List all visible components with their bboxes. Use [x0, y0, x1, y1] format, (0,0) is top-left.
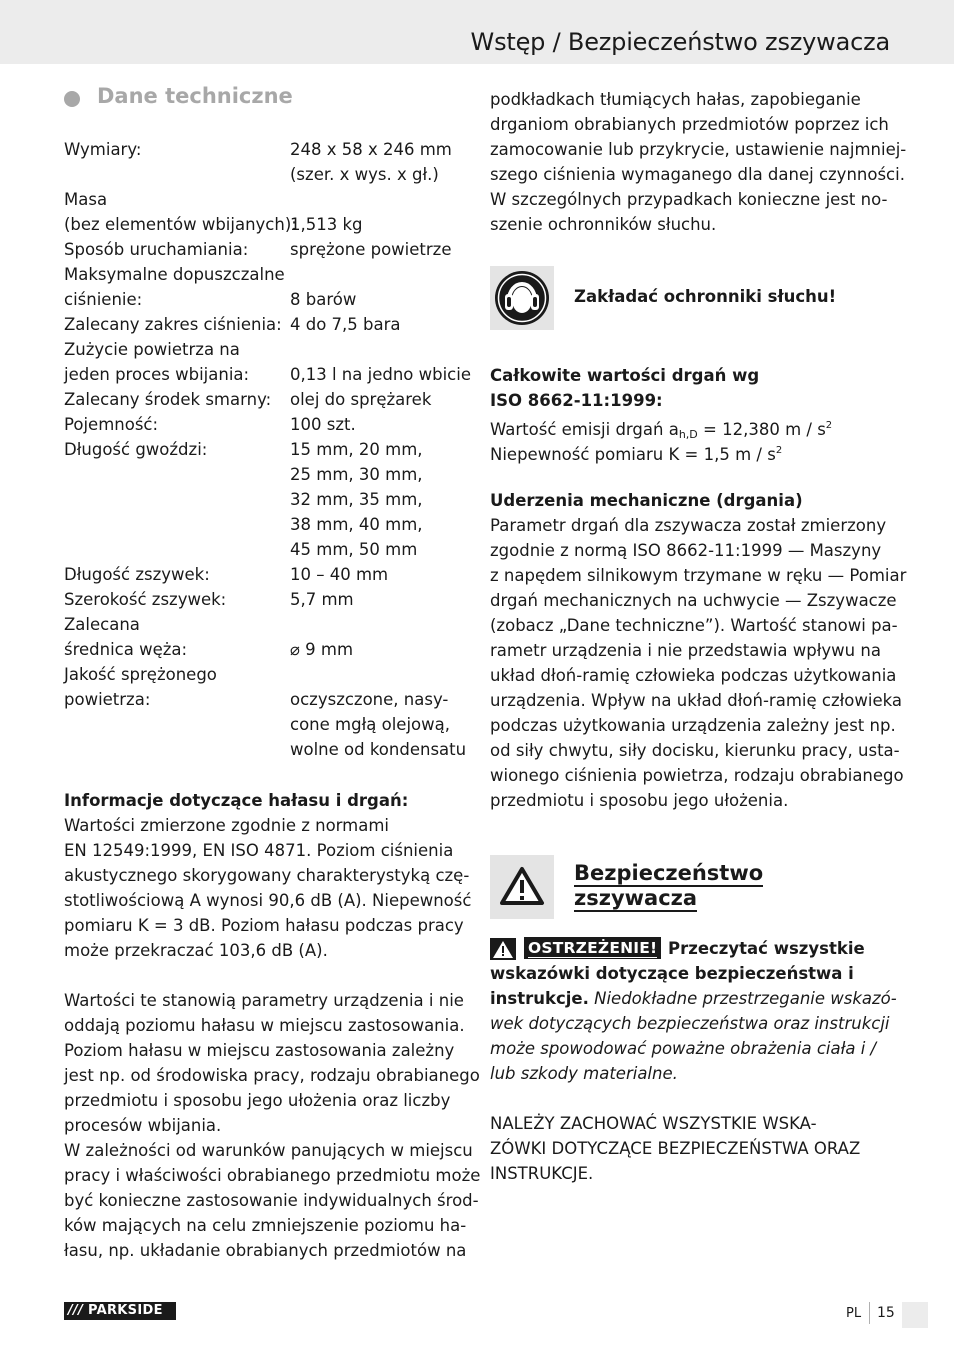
uncertainty-value: Niepewność pomiaru K = 1,5 m / $s^2$: [490, 445, 783, 464]
warning-bold-1: Przeczytać wszystkie: [668, 939, 865, 958]
continued-text-line: podkładkach tłumiących hałas, zapobieganie: [490, 90, 861, 109]
impact-text-line: zgodnie z normą ISO 8662-11:1999 — Maszyny: [490, 541, 882, 560]
noise-text-line: EN 12549:1999, EN ISO 4871. Poziom ciśnienia: [64, 841, 454, 860]
spec-value: cone mgłą olejową,: [290, 715, 450, 734]
spec-label: (bez elementów wbijanych):: [64, 215, 297, 234]
spec-label: powietrza:: [64, 690, 151, 709]
continued-text-line: szenie ochronników słuchu.: [490, 215, 717, 234]
impact-text-line: przedmiotu i sposobu jego ułożenia.: [490, 791, 789, 810]
spec-label: Jakość sprężonego: [64, 665, 217, 684]
warning-italic-line: może spowodować poważne obrażenia ciała i /: [490, 1039, 877, 1058]
ear-protection-icon-box: [490, 266, 554, 330]
vibration-heading-standard: ISO 8662-11:1999:: [490, 391, 663, 410]
section-title: Dane techniczne: [97, 84, 293, 108]
spec-label: Zużycie powietrza na: [64, 340, 240, 359]
impact-text-line: drgań mechanicznych na uchwycie — Zszywacze: [490, 591, 897, 610]
safety-title-line-1: Bezpieczeństwo: [574, 861, 764, 885]
values-text-line: Poziom hałasu w miejscu zastosowania zależny: [64, 1041, 455, 1060]
page-number: 15: [877, 1305, 895, 1321]
spec-value: 45 mm, 50 mm: [290, 540, 418, 559]
page-title: Wstęp / Bezpieczeństwo zszywacza: [470, 28, 890, 56]
values-text-line: ków mających na celu zmniejszenie poziomu ha-: [64, 1216, 467, 1235]
values-text-line: Wartości te stanowią parametry urządzenia i nie: [64, 991, 464, 1010]
vibration-heading: Całkowite wartości drgań wg: [490, 366, 760, 385]
spec-value: wolne od kondensatu: [290, 740, 467, 759]
spec-value: 100 szt.: [290, 415, 356, 434]
impact-text-line: rametr urządzenia i nie przedstawia wpływu na: [490, 641, 881, 660]
spec-label: Sposób uruchamiania:: [64, 240, 249, 259]
impact-text-line: od siły chwytu, siły docisku, kierunku pracy, usta-: [490, 741, 900, 760]
spec-label: ciśnienie:: [64, 290, 143, 309]
values-text-line: W zależności od warunków panujących w miejscu: [64, 1141, 473, 1160]
noise-text-line: może przekraczać 103,6 dB (A).: [64, 941, 328, 960]
spec-value: (szer. x wys. x gł.): [290, 165, 439, 184]
spec-label: jeden proces wbijania:: [64, 365, 250, 384]
ear-protection-icon: [494, 270, 550, 326]
spec-label: Szerokość zszywek:: [64, 590, 227, 609]
header-bar: [0, 0, 954, 64]
noise-text-line: stotliwościową A wynosi 90,6 dB (A). Niepewność: [64, 891, 472, 910]
spec-label: średnica węża:: [64, 640, 188, 659]
spec-value: 32 mm, 35 mm,: [290, 490, 423, 509]
impact-text-line: Parametr drgań dla zszywacza został zmierzony: [490, 516, 887, 535]
continued-text-line: szego ciśnienia wymaganego dla danej czynności.: [490, 165, 905, 184]
spec-value: oczyszczone, nasy-: [290, 690, 449, 709]
spec-label: Zalecany środek smarny:: [64, 390, 272, 409]
warning-small-icon: [490, 938, 516, 960]
warning-icon-box: [490, 855, 554, 919]
values-text-line: jest np. od środowiska pracy, rodzaju obrabianego: [64, 1066, 480, 1085]
values-text-line: oddają poziomu hałasu w miejscu zastosowania.: [64, 1016, 465, 1035]
page-tab: [902, 1302, 928, 1328]
keep-instructions-line: NALEŻY ZACHOWAĆ WSZYSTKIE WSKA-: [490, 1114, 817, 1133]
continued-text-line: drganiom obrabianych przedmiotów poprzez ich: [490, 115, 889, 134]
noise-text-line: akustycznego skorygowany charakterystyką czę-: [64, 866, 470, 885]
continued-text-line: zamocowanie lub przykrycie, ustawienie najmniej-: [490, 140, 907, 159]
footer-divider: [869, 1302, 870, 1324]
bullet-dot-icon: [64, 91, 80, 107]
spec-label: Masa: [64, 190, 108, 209]
spec-label: Maksymalne dopuszczalne: [64, 265, 285, 284]
spec-value: 38 mm, 40 mm,: [290, 515, 423, 534]
impact-text-line: układ dłoń-ramię człowieka podczas użytkowania: [490, 666, 897, 685]
spec-value: 248 x 58 x 246 mm: [290, 140, 452, 159]
spec-value: 8 barów: [290, 290, 357, 309]
spec-value: ⌀ 9 mm: [290, 640, 354, 659]
spec-value: 5,7 mm: [290, 590, 354, 609]
values-text-line: procesów wbijania.: [64, 1116, 222, 1135]
spec-value: 4 do 7,5 bara: [290, 315, 401, 334]
spec-value: 25 mm, 30 mm,: [290, 465, 423, 484]
keep-instructions-line: INSTRUKCJE.: [490, 1164, 594, 1183]
spec-label: Wymiary:: [64, 140, 142, 159]
spec-value: 15 mm, 20 mm,: [290, 440, 423, 459]
warning-line-3: instrukcje. Niedokładne przestrzeganie wskazó-: [490, 989, 897, 1008]
brand-logo: /// PARKSIDE: [64, 1302, 176, 1320]
impact-text-line: podczas użytkowania urządzenia zależny jest np.: [490, 716, 896, 735]
ear-protection-label: Zakładać ochronniki słuchu!: [574, 287, 837, 306]
noise-text-line: Wartości zmierzone zgodnie z normami: [64, 816, 390, 835]
impact-text-line: urządzenia. Wpływ na układ dłoń-ramię człowieka: [490, 691, 903, 710]
warning-triangle-icon: [494, 859, 550, 915]
language-code: PL: [846, 1306, 862, 1321]
values-text-line: przedmiotu i sposobu jego ułożenia oraz liczby: [64, 1091, 451, 1110]
spec-value: 1,513 kg: [290, 215, 363, 234]
noise-heading: Informacje dotyczące hałasu i drgań:: [64, 791, 409, 810]
impact-text-line: wionego ciśnienia powietrza, rodzaju obrabianego: [490, 766, 904, 785]
noise-text-line: pomiaru K = 3 dB. Poziom hałasu podczas pracy: [64, 916, 464, 935]
keep-instructions-line: ZÓWKI DOTYCZĄCE BEZPIECZEŃSTWA ORAZ: [490, 1139, 861, 1158]
spec-label: Zalecany zakres ciśnienia:: [64, 315, 282, 334]
spec-label: Pojemność:: [64, 415, 159, 434]
impact-heading: Uderzenia mechaniczne (drgania): [490, 491, 803, 510]
values-text-line: łasu, np. układanie obrabianych przedmiotów na: [64, 1241, 467, 1260]
spec-label: Zalecana: [64, 615, 140, 634]
safety-title-line-2: zszywacza: [574, 886, 698, 910]
values-text-line: być konieczne zastosowanie indywidualnych środ-: [64, 1191, 479, 1210]
spec-label: Długość gwoździ:: [64, 440, 208, 459]
impact-text-line: (zobacz „Dane techniczne”). Wartość stanowi pa-: [490, 616, 898, 635]
warning-badge: OSTRZEŻENIE!: [524, 937, 661, 959]
spec-value: sprężone powietrze: [290, 240, 452, 259]
emission-value: Wartość emisji drgań $a_{h,D} = 12,380$ m / $s^2$: [490, 420, 833, 441]
impact-text-line: z napędem silnikowym trzymane w ręku — Pomiar: [490, 566, 907, 585]
spec-label: Długość zszywek:: [64, 565, 210, 584]
values-text-line: pracy i właściwości obrabianego przedmiotu może: [64, 1166, 481, 1185]
warning-italic-line: lub szkody materialne.: [490, 1064, 678, 1083]
spec-value: olej do sprężarek: [290, 390, 432, 409]
continued-text-line: W szczególnych przypadkach konieczne jest no-: [490, 190, 888, 209]
spec-value: 10 – 40 mm: [290, 565, 389, 584]
warning-italic-line: wek dotyczących bezpieczeństwa oraz instrukcji: [490, 1014, 890, 1033]
spec-value: 0,13 l na jedno wbicie: [290, 365, 471, 384]
warning-bold-2: wskazówki dotyczące bezpieczeństwa i: [490, 964, 854, 983]
